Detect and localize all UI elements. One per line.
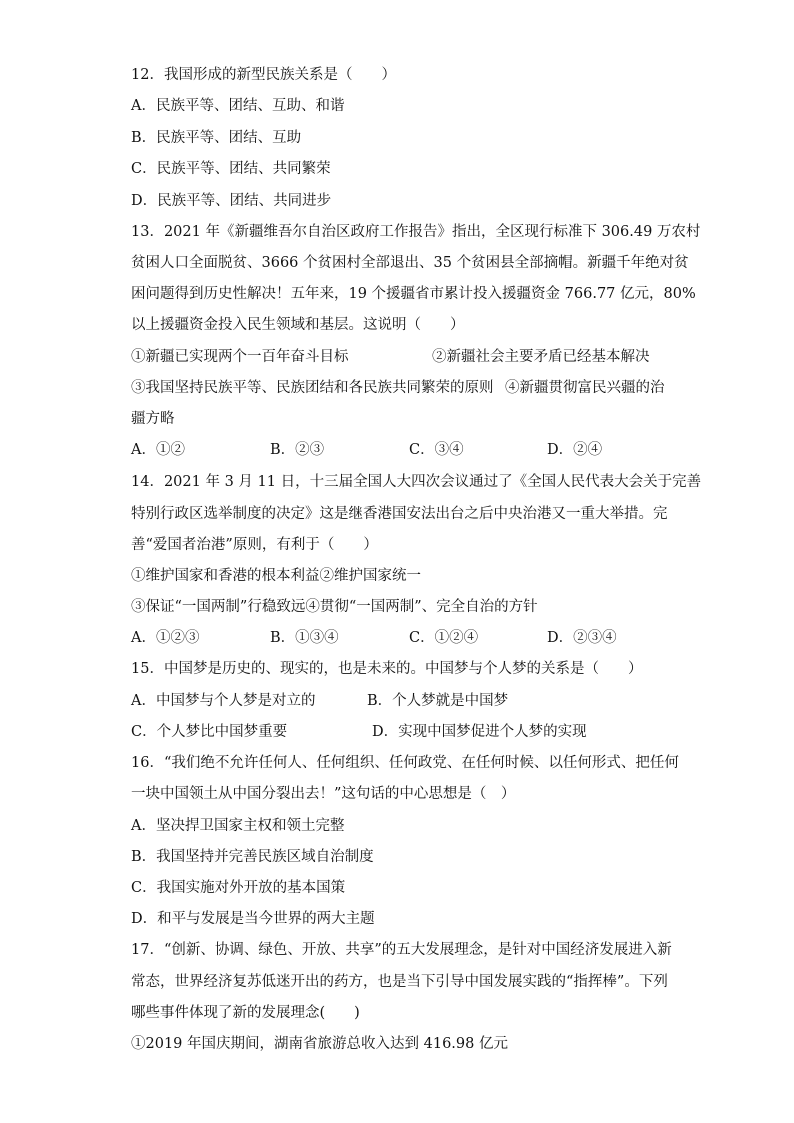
q13-statement-4-continued: 疆方略 bbox=[131, 411, 175, 427]
q13-stem-line4: 以上援疆资金投入民生领域和基层。这说明（ ） bbox=[131, 317, 465, 333]
q17-stem-line3: 哪些事件体现了新的发展理念( ) bbox=[131, 1005, 360, 1021]
q14-option-a[interactable]: A．①②③ bbox=[131, 630, 200, 646]
q12-option-a[interactable]: A．民族平等、团结、互助、和谐 bbox=[131, 98, 345, 114]
q13-option-d[interactable]: D．②④ bbox=[547, 442, 603, 458]
q13-stem-line1: 13．2021 年《新疆维吾尔自治区政府工作报告》指出，全区现行标准下 306.49 万农村 bbox=[131, 224, 701, 240]
q13-statements-row2 bbox=[131, 376, 671, 400]
q13-stem-line2: 贫困人口全面脱贫、3666 个贫困村全部退出、35 个贫困县全部摘帽。新疆千年绝对贫 bbox=[131, 255, 689, 271]
q16-option-c[interactable]: C．我国实施对外开放的基本国策 bbox=[131, 880, 346, 896]
q17-stem-line2: 常态，世界经济复苏低迷开出的药方，也是当下引导中国发展实践的“指挥棒”。下列 bbox=[131, 974, 668, 990]
q14-option-d[interactable]: D．②③④ bbox=[547, 630, 617, 646]
q15-choices-row2 bbox=[131, 720, 671, 744]
q13-statement-2: ②新疆社会主要矛盾已经基本解决 bbox=[432, 349, 650, 365]
q13-statement-3: ③我国坚持民族平等、民族团结和各民族共同繁荣的原则 bbox=[131, 380, 494, 396]
q13-statement-4: ④新疆贯彻富民兴疆的治 bbox=[505, 380, 665, 396]
q15-option-b[interactable]: B．个人梦就是中国梦 bbox=[367, 693, 509, 709]
q14-option-b[interactable]: B．①③④ bbox=[270, 630, 339, 646]
q16-option-d[interactable]: D．和平与发展是当今世界的两大主题 bbox=[131, 911, 375, 927]
q15-choices-row1 bbox=[131, 689, 671, 713]
q12-stem: 12．我国形成的新型民族关系是（ ） bbox=[131, 67, 396, 83]
q13-option-c[interactable]: C．③④ bbox=[409, 442, 464, 458]
q14-choices bbox=[131, 626, 671, 650]
q16-option-b[interactable]: B．我国坚持并完善民族区域自治制度 bbox=[131, 849, 374, 865]
q14-statements-line2: ③保证“一国两制”行稳致远④贯彻“一国两制”、完全自治的方针 bbox=[131, 599, 538, 615]
q12-option-b[interactable]: B．民族平等、团结、互助 bbox=[131, 130, 302, 146]
q14-stem-line2: 特别行政区选举制度的决定》这是继香港国安法出台之后中央治港又一重大举措。完 bbox=[131, 506, 668, 522]
q15-stem: 15．中国梦是历史的、现实的，也是未来的。中国梦与个人梦的关系是（ ） bbox=[131, 661, 643, 677]
q16-stem-line2: 一块中国领土从中国分裂出去！”这句话的中心思想是（ ） bbox=[131, 786, 516, 802]
q17-stem-line1: 17．“创新、协调、绿色、开放、共享”的五大发展理念，是针对中国经济发展进入新 bbox=[131, 942, 672, 958]
q16-stem-line1: 16．“我们绝不允许任何人、任何组织、任何政党、在任何时候、以任何形式、把任何 bbox=[131, 755, 679, 771]
q15-option-a[interactable]: A．中国梦与个人梦是对立的 bbox=[131, 693, 316, 709]
q13-stem-line3: 困问题得到历史性解决！五年来，19 个援疆省市累计投入援疆资金 766.77 亿元，80% bbox=[131, 286, 696, 302]
q17-statement-1: ①2019 年国庆期间，湖南省旅游总收入达到 416.98 亿元 bbox=[131, 1036, 508, 1052]
q16-option-a[interactable]: A．坚决捍卫国家主权和领土完整 bbox=[131, 818, 345, 834]
q14-option-c[interactable]: C．①②④ bbox=[409, 630, 479, 646]
q13-choices bbox=[131, 438, 671, 462]
q13-option-b[interactable]: B．②③ bbox=[270, 442, 325, 458]
q13-statement-1: ①新疆已实现两个一百年奋斗目标 bbox=[131, 349, 349, 365]
q13-statements-row1 bbox=[131, 345, 671, 369]
q15-option-d[interactable]: D．实现中国梦促进个人梦的实现 bbox=[372, 724, 587, 740]
q14-stem-line1: 14．2021 年 3 月 11 日，十三届全国人大四次会议通过了《全国人民代表大会关于完善 bbox=[131, 474, 702, 490]
q15-option-c[interactable]: C．个人梦比中国梦重要 bbox=[131, 724, 288, 740]
q14-stem-line3: 善“爱国者治港”原则，有利于（ ） bbox=[131, 537, 378, 553]
q12-option-d[interactable]: D．民族平等、团结、共同进步 bbox=[131, 193, 332, 209]
q13-option-a[interactable]: A．①② bbox=[131, 442, 185, 458]
q14-statements-line1: ①维护国家和香港的根本利益②维护国家统一 bbox=[131, 568, 421, 584]
q12-option-c[interactable]: C．民族平等、团结、共同繁荣 bbox=[131, 161, 331, 177]
